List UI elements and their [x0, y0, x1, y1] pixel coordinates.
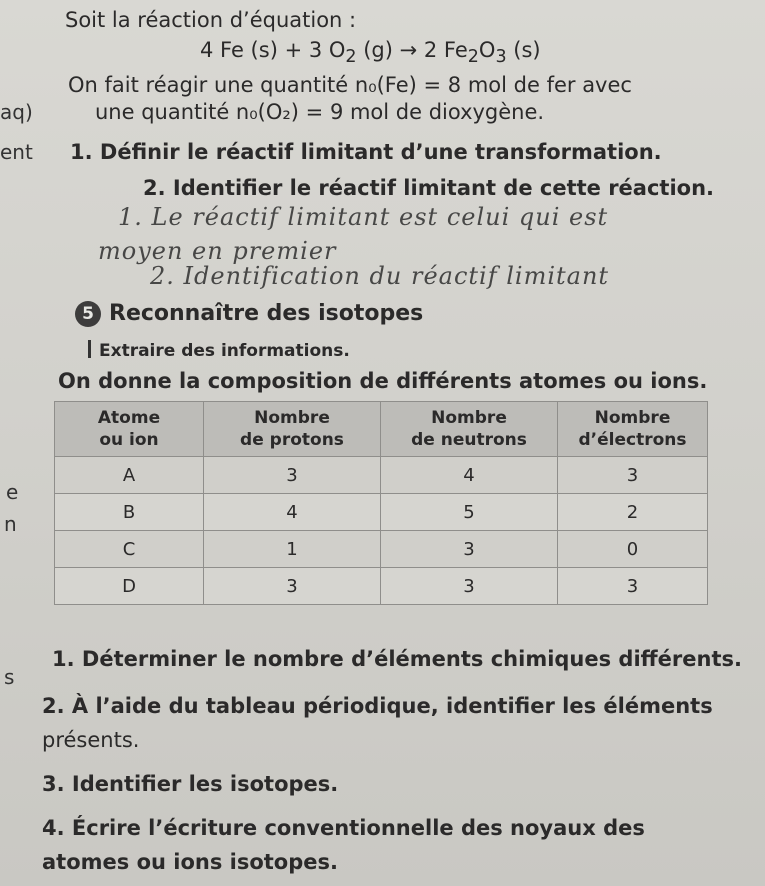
cell-electrons: 0 — [558, 531, 708, 568]
cell-protons: 1 — [204, 531, 381, 568]
header-protons: Nombre de protons — [204, 402, 381, 457]
cell-atom: A — [55, 457, 204, 494]
cell-neutrons: 3 — [381, 568, 558, 605]
cell-neutrons: 5 — [381, 494, 558, 531]
section-subtitle: Extraire des informations. — [88, 340, 350, 361]
cell-protons: 3 — [204, 568, 381, 605]
section-heading — [75, 301, 423, 327]
reaction-equation: 4 Fe (s) + 3 $O_2$ (g) → 2 $Fe_2O_3$ (s) — [200, 38, 541, 68]
cell-protons: 3 — [204, 457, 381, 494]
cell-neutrons: 4 — [381, 457, 558, 494]
margin-fragment: n — [4, 512, 17, 536]
cell-atom: C — [55, 531, 204, 568]
section-title: Reconnaître des isotopes — [109, 301, 424, 326]
header-neutrons: Nombre de neutrons — [381, 402, 558, 457]
cell-electrons: 3 — [558, 457, 708, 494]
quantity-fe-line: On fait réagir une quantité n₀(Fe) = 8 mol de fer avec — [68, 73, 632, 97]
cell-protons: 4 — [204, 494, 381, 531]
question-4: 4. Écrire l’écriture conventionnelle des noyaux des — [42, 816, 645, 840]
table-intro: On donne la composition de différents atomes ou ions. — [58, 369, 708, 393]
subtitle-bar — [88, 340, 91, 358]
composition-table — [54, 401, 708, 605]
quantity-o2-line: une quantité n₀(O₂) = 9 mol de dioxygène. — [95, 100, 545, 124]
table-row — [55, 568, 708, 605]
margin-fragment: ent — [0, 140, 33, 164]
question-4-cont: atomes ou ions isotopes. — [42, 850, 338, 874]
question-2: 2. À l’aide du tableau périodique, identifier les éléments — [42, 694, 713, 718]
section-number-badge: 5 — [75, 301, 101, 327]
margin-fragment: e — [6, 480, 19, 504]
question-define-limiting: 1. Définir le réactif limitant d’une transformation. — [70, 140, 662, 164]
cell-electrons: 2 — [558, 494, 708, 531]
margin-fragment: s — [4, 665, 15, 689]
header-electrons: Nombre d’électrons — [558, 402, 708, 457]
handwritten-answer-line-1: 1. Le réactif limitant est celui qui est — [118, 203, 609, 231]
table-row — [55, 494, 708, 531]
cell-atom: D — [55, 568, 204, 605]
cell-atom: B — [55, 494, 204, 531]
handwritten-answer-line-2: moyen en premier — [98, 237, 337, 265]
table-row — [55, 531, 708, 568]
margin-fragment: aq) — [0, 100, 33, 124]
header-atome: Atome ou ion — [55, 402, 204, 457]
table-row — [55, 457, 708, 494]
question-identify-limiting: 2. Identifier le réactif limitant de cette réaction. — [143, 176, 715, 200]
table-header-row — [55, 402, 708, 457]
cell-neutrons: 3 — [381, 531, 558, 568]
intro-text: Soit la réaction d’équation : — [65, 8, 357, 32]
handwritten-answer-line-3: 2. Identification du réactif limitant — [150, 262, 610, 290]
question-2-cont: présents. — [42, 728, 140, 752]
cell-electrons: 3 — [558, 568, 708, 605]
question-1: 1. Déterminer le nombre d’éléments chimiques différents. — [52, 647, 742, 671]
question-3: 3. Identifier les isotopes. — [42, 772, 339, 796]
